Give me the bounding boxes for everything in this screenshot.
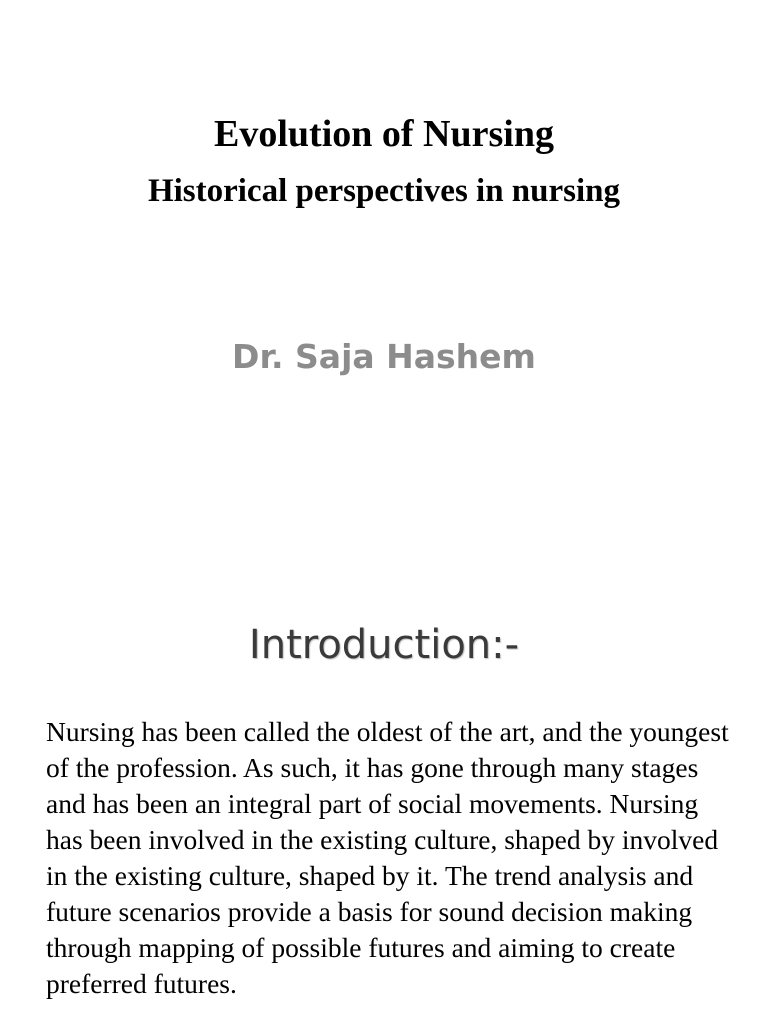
introduction-heading: Introduction:-	[248, 622, 520, 668]
author-name: Dr. Saja Hashem	[232, 337, 536, 376]
introduction-paragraph: Nursing has been called the oldest of the art, and the youngest of the profession. As such, it has gone through many stages and has been an integral part of social movements. Nursing has been involved in the existing culture, shaped by involved in the existing culture, shaped by it. The trend analysis and future scenarios provide a basis for sound decision making through mapping of possible futures and aiming to create preferred futures.	[46, 716, 729, 999]
introduction-slide	[0, 540, 768, 1024]
document-title: Evolution of Nursing	[214, 113, 554, 155]
document-subtitle: Historical perspectives in nursing	[147, 173, 621, 209]
